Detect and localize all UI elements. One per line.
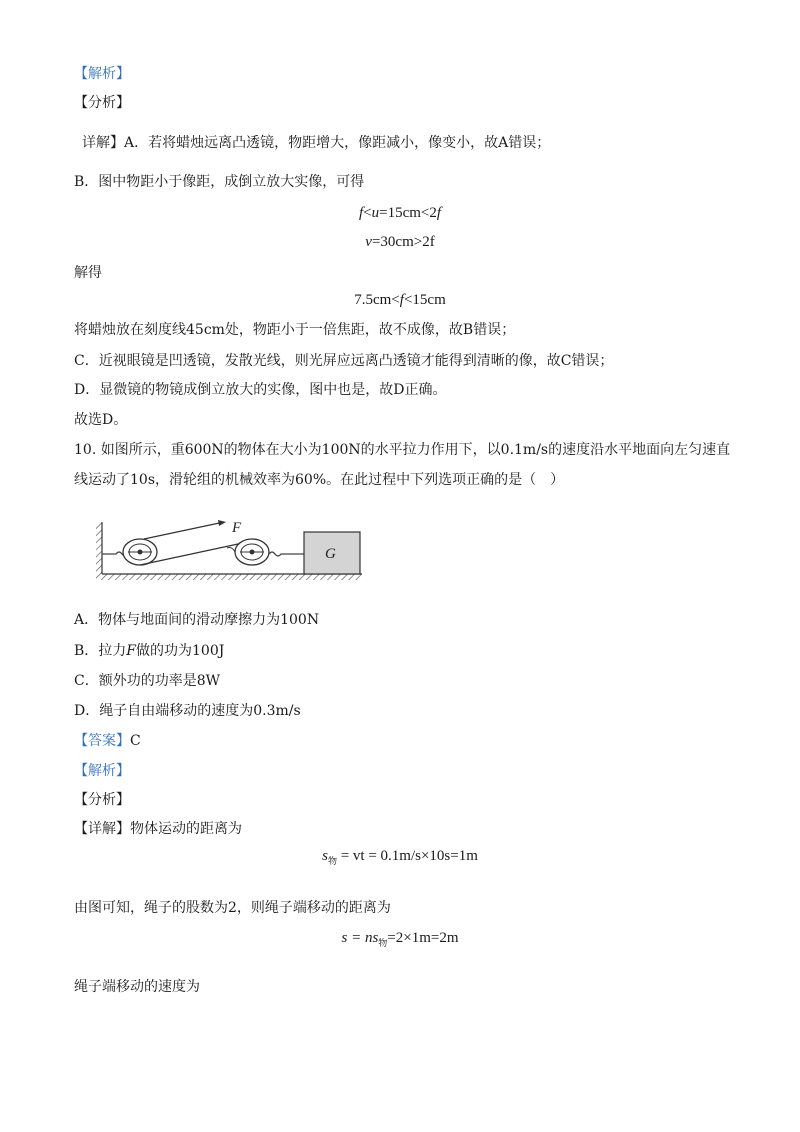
answer-line (74, 731, 141, 751)
detail-option-b-cont: 将蜡烛放在刻度线45cm处，物距小于一倍焦距，故不成像，故B错误； (74, 322, 516, 338)
ground-hatch (96, 574, 362, 580)
conclusion: 故选D。 (74, 412, 128, 428)
answer-value: C (130, 733, 141, 749)
pulley-diagram (92, 518, 368, 588)
fixed-pulley (123, 539, 157, 565)
rope-speed-line: 绳子端移动的速度为 (74, 979, 200, 995)
detail-option-d: D．显微镜的物镜成倒立放大的实像，图中也是，故D正确。 (74, 382, 447, 398)
equation-f-u: f<u=15cm<2f (358, 205, 442, 221)
detail-option-a: 详解】A．若将蜡烛远离凸透镜，物距增大，像距减小，像变小，故A错误； (82, 135, 551, 151)
movable-pulley (235, 539, 269, 565)
question-line-2: 线运动了10s，滑轮组的机械效率为60%。在此过程中下列选项正确的是（ ） (74, 472, 565, 488)
rope-free-end (144, 522, 224, 539)
detail-option-c: C．近视眼镜是凹透镜，发散光线，则光屏应远离凸透镜才能得到清晰的像，故C错误； (74, 353, 614, 369)
block-label: G (325, 546, 336, 562)
solve-label: 解得 (74, 265, 102, 281)
option-b: B．拉力F做的功为100J (74, 643, 225, 659)
equation-v: v=30cm>2f (365, 234, 435, 250)
force-label: F (232, 520, 242, 536)
rope-strands-line: 由图可知，绳子的股数为2，则绳子端移动的距离为 (74, 900, 391, 916)
equation-range: 7.5cm<f<15cm (354, 292, 446, 308)
analysis-tag-2: 【解析】 (74, 763, 130, 779)
detail-line: 【详解】物体运动的距离为 (74, 821, 242, 837)
question-line-1: 10. 如图所示，重600N的物体在大小为100N的水平拉力作用下，以0.1m/s的速度沿水平地面向左匀速直 (74, 442, 731, 458)
force-arrow (218, 520, 226, 526)
analysis-heading-2: 【分析】 (74, 792, 130, 808)
answer-tag: 【答案】 (74, 733, 130, 749)
wall-hatch (96, 522, 102, 574)
analysis-heading: 【分析】 (74, 95, 130, 111)
option-a: A．物体与地面间的滑动摩擦力为100N (74, 612, 320, 628)
detail-option-b: B．图中物距小于像距，成倒立放大实像，可得 (74, 174, 365, 190)
equation-distance: $s_物$ = vt = 0.1m/s×10s=1m (322, 848, 478, 866)
option-c: C．额外功的功率是8W (74, 673, 221, 689)
option-d: D．绳子自由端移动的速度为0.3m/s (74, 703, 301, 719)
analysis-tag: 【解析】 (74, 66, 130, 82)
equation-rope-distance: $s = ns_物=2\times 1m=2m$ (341, 930, 459, 948)
